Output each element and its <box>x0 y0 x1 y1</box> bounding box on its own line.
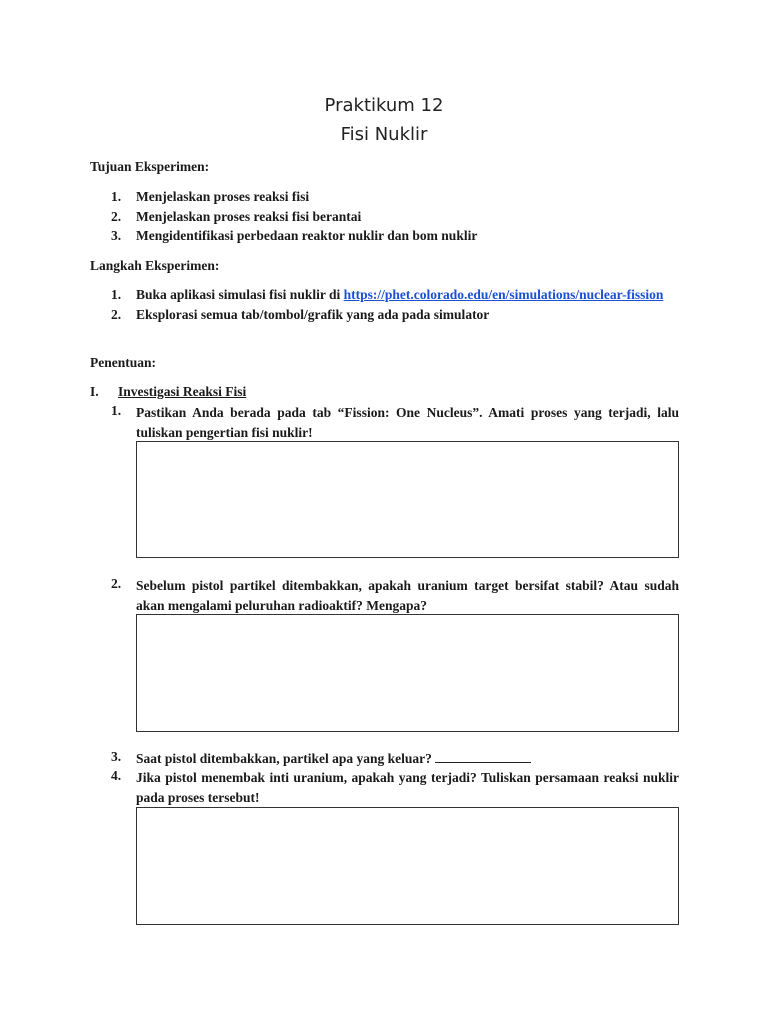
list-text: Menjelaskan proses reaksi fisi <box>136 189 310 204</box>
list-item <box>111 305 679 325</box>
list-text: Mengidentifikasi perbedaan reaktor nuklir dan bom nuklir <box>136 228 478 243</box>
answer-box-1[interactable] <box>136 441 679 558</box>
list-item <box>111 226 679 246</box>
page-title: Praktikum 12 <box>324 95 444 116</box>
list-item <box>111 285 679 305</box>
question-1 <box>111 403 679 442</box>
question-text: Sebelum pistol partikel ditembakkan, apakah uranium target bersifat stabil? Atau sudah akan mengalami peluruhan radioaktif? Mengapa? <box>136 578 679 613</box>
list-text: Menjelaskan proses reaksi fisi berantai <box>136 208 362 224</box>
list-number: 2. <box>111 306 122 322</box>
question-text: Jika pistol menembak inti uranium, apakah yang terjadi? Tuliskan persamaan reaksi nuklir pada proses tersebut! <box>136 770 679 805</box>
question-4 <box>111 768 679 807</box>
question-3-text: Saat pistol ditembakkan, partikel apa yang keluar? <box>136 751 432 766</box>
question-number: 2. <box>111 576 122 591</box>
page-subtitle: Fisi Nuklir <box>340 124 428 145</box>
question-number: 3. <box>111 749 122 764</box>
question-number: 4. <box>111 768 122 783</box>
langkah-list <box>111 285 679 324</box>
list-text: Eksplorasi semua tab/tombol/grafik yang ada pada simulator <box>136 306 490 322</box>
question-text: Pastikan Anda berada pada tab “Fission: One Nucleus”. Amati proses yang terjadi, lalu tuliskan pengertian fisi nuklir! <box>136 405 679 440</box>
tujuan-list <box>111 187 679 246</box>
list-text: Buka aplikasi simulasi fisi nuklir di <box>136 287 344 302</box>
list-number: 3. <box>111 228 122 243</box>
question-3 <box>111 749 679 769</box>
answer-box-2[interactable] <box>136 614 679 732</box>
question-number: 1. <box>111 403 122 418</box>
phet-simulation-link[interactable]: https://phet.colorado.edu/en/simulations/nuclear-fission <box>343 287 664 302</box>
answer-blank[interactable] <box>435 750 531 763</box>
question-text <box>136 749 679 769</box>
section-number: I. <box>90 384 99 399</box>
tujuan-label: Tujuan Eksperimen: <box>90 159 210 174</box>
list-item <box>111 187 679 207</box>
list-number: 2. <box>111 208 122 224</box>
section-title: Investigasi Reaksi Fisi <box>118 384 247 399</box>
question-2 <box>111 576 679 615</box>
list-item <box>111 207 679 227</box>
section-heading <box>90 384 246 400</box>
answer-box-4[interactable] <box>136 807 679 925</box>
langkah-label: Langkah Eksperimen: <box>90 258 220 273</box>
penentuan-label: Penentuan: <box>90 355 157 370</box>
list-number: 1. <box>111 189 122 204</box>
list-number: 1. <box>111 287 122 302</box>
